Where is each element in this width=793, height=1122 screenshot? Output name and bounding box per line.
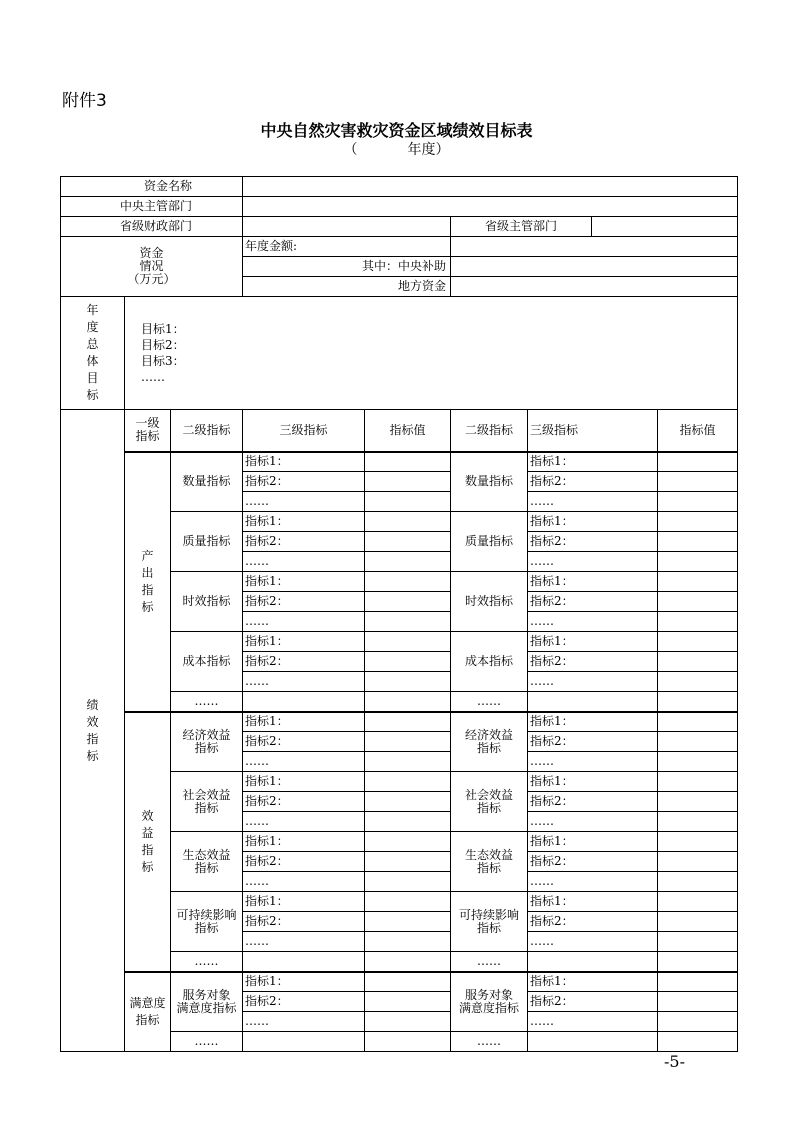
value-left-cell[interactable] <box>365 572 451 592</box>
level1-group-2 <box>125 972 171 1052</box>
ellipsis-right: …… <box>451 952 528 972</box>
level1-group-char: 指 <box>141 582 154 597</box>
value-right-cell[interactable] <box>658 992 738 1012</box>
annual-goals-char: 体 <box>86 354 99 368</box>
annual-amount-label: 年度金额: <box>243 237 451 257</box>
level3-right-cell[interactable]: 指标1： <box>528 452 658 472</box>
level3-right-cell[interactable]: 指标1： <box>528 972 658 992</box>
value-right-cell[interactable] <box>658 892 738 912</box>
empty-left-cell[interactable] <box>243 1032 365 1052</box>
level1-group-char: 产 <box>141 548 154 563</box>
level2-label-line: 社会效益 <box>465 787 514 802</box>
level3-left-cell[interactable]: 指标2： <box>243 532 365 552</box>
level3-left-cell[interactable]: 指标2： <box>243 852 365 872</box>
value-right-cell[interactable] <box>658 552 738 572</box>
value-right-cell[interactable] <box>658 792 738 812</box>
level3-left-cell[interactable]: 指标2： <box>243 792 365 812</box>
annual-amount-value[interactable] <box>451 237 738 257</box>
level1-group-char: 标 <box>141 859 154 874</box>
level2-label-line: 指标 <box>477 740 502 755</box>
level3-left-cell[interactable]: …… <box>243 872 365 892</box>
level3-right-cell[interactable]: 指标1： <box>528 892 658 912</box>
value-left-cell[interactable] <box>365 772 451 792</box>
level3-right-cell[interactable]: 指标2： <box>528 532 658 552</box>
level3-left-cell[interactable]: …… <box>243 932 365 952</box>
value-right-cell[interactable] <box>658 852 738 872</box>
level2-left-2-0 <box>171 972 243 1032</box>
level3-right-cell[interactable]: …… <box>528 812 658 832</box>
level3-left-cell[interactable]: 指标2： <box>243 592 365 612</box>
level2-label-line: 服务对象 <box>465 987 514 1002</box>
level3-left-cell[interactable]: …… <box>243 812 365 832</box>
empty-right-cell[interactable] <box>528 692 658 712</box>
level2-right-1-2 <box>451 832 528 892</box>
level2-left-1-3 <box>171 892 243 952</box>
level3-right-cell[interactable]: …… <box>528 492 658 512</box>
level2-label-line: 生态效益 <box>465 847 514 862</box>
performance-label <box>61 410 125 1052</box>
empty-value-right[interactable] <box>658 1032 738 1052</box>
level2-right-0-1 <box>451 512 528 572</box>
level3-left-cell[interactable]: 指标2： <box>243 472 365 492</box>
value-header-left: 指标值 <box>365 410 451 452</box>
value-left-cell[interactable] <box>365 712 451 732</box>
level3-left-cell[interactable]: 指标2： <box>243 652 365 672</box>
level3-left-cell[interactable]: 指标1： <box>243 772 365 792</box>
level2-label-line: 可持续影响 <box>459 907 520 922</box>
empty-value-left[interactable] <box>365 692 451 712</box>
level3-right-cell[interactable]: 指标2： <box>528 792 658 812</box>
central-dept-value[interactable] <box>243 197 738 217</box>
value-right-cell[interactable] <box>658 532 738 552</box>
value-right-cell[interactable] <box>658 512 738 532</box>
level1-group-char: 指 <box>141 842 154 857</box>
fund-situation-line: （万元） <box>127 272 176 286</box>
empty-right-cell[interactable] <box>528 1032 658 1052</box>
level2-right-2-0 <box>451 972 528 1032</box>
level3-left-cell[interactable]: …… <box>243 672 365 692</box>
subtitle-open: （ <box>343 142 358 158</box>
annual-goals-char: 标 <box>86 388 99 402</box>
ellipsis-right: …… <box>451 692 528 712</box>
value-right-cell[interactable] <box>658 732 738 752</box>
level2-left-0-0 <box>171 452 243 512</box>
level2-left-0-1 <box>171 512 243 572</box>
value-header-right: 指标值 <box>658 410 738 452</box>
level3-left-cell[interactable]: …… <box>243 492 365 512</box>
page-number: -5- <box>664 1052 685 1071</box>
level3-left-cell[interactable]: 指标1： <box>243 892 365 912</box>
value-right-cell[interactable] <box>658 632 738 652</box>
level2-label-line: 可持续影响 <box>176 907 237 922</box>
value-left-cell[interactable] <box>365 732 451 752</box>
level2-label-line: 生态效益 <box>182 847 231 862</box>
value-left-cell[interactable] <box>365 832 451 852</box>
attachment-label: 附件3 <box>62 91 107 111</box>
level1-group-char: 满意度 <box>129 995 166 1010</box>
level2-label-line: 指标 <box>477 800 502 815</box>
level3-left-cell[interactable]: 指标1： <box>243 972 365 992</box>
fund-name-value[interactable] <box>243 177 738 197</box>
level3-left-cell[interactable]: 指标1： <box>243 832 365 852</box>
level2-left-1-0 <box>171 712 243 772</box>
level3-right-cell[interactable]: 指标1： <box>528 772 658 792</box>
level1-group-0 <box>125 452 171 712</box>
ellipsis-left: …… <box>171 952 243 972</box>
value-right-cell[interactable] <box>658 772 738 792</box>
value-right-cell[interactable] <box>658 912 738 932</box>
empty-left-cell[interactable] <box>243 692 365 712</box>
value-left-cell[interactable] <box>365 852 451 872</box>
level2-right-0-2 <box>451 572 528 632</box>
level3-right-cell[interactable]: 指标2： <box>528 912 658 932</box>
performance-target-table <box>60 176 738 1052</box>
fund-situation-line: 资金 <box>139 246 164 260</box>
level3-left-cell[interactable]: 指标1： <box>243 512 365 532</box>
level2-label-line: 社会效益 <box>182 787 231 802</box>
value-left-cell[interactable] <box>365 892 451 912</box>
value-left-cell[interactable] <box>365 812 451 832</box>
goal-item: …… <box>141 370 165 384</box>
provincial-dept-label: 省级主管部门 <box>451 217 592 237</box>
goal-item: 目标3： <box>141 354 185 368</box>
annual-goals-char: 年 <box>86 303 99 317</box>
level3-right-cell[interactable]: 指标2： <box>528 472 658 492</box>
value-right-cell[interactable] <box>658 832 738 852</box>
provincial-finance-value[interactable] <box>243 217 451 237</box>
level2-label-line: 经济效益 <box>182 727 231 742</box>
value-right-cell[interactable] <box>658 1012 738 1032</box>
ellipsis-left: …… <box>171 692 243 712</box>
performance-char: 指 <box>86 731 99 746</box>
level3-left-cell[interactable]: 指标1： <box>243 452 365 472</box>
level2-header-left: 二级指标 <box>171 410 243 452</box>
level3-right-cell[interactable]: …… <box>528 552 658 572</box>
provincial-dept-value[interactable] <box>592 217 738 237</box>
local-funds-label: 地方资金 <box>243 277 451 297</box>
level2-label-line: 满意度指标 <box>176 1000 237 1015</box>
value-right-cell[interactable] <box>658 612 738 632</box>
value-left-cell[interactable] <box>365 912 451 932</box>
level3-right-cell[interactable]: 指标2： <box>528 852 658 872</box>
value-left-cell[interactable] <box>365 552 451 572</box>
value-left-cell[interactable] <box>365 992 451 1012</box>
level1-group-char: 出 <box>141 565 154 580</box>
level3-left-cell[interactable]: …… <box>243 1012 365 1032</box>
level1-group-char: 指标 <box>135 1012 160 1027</box>
level2-label-line: 数量指标 <box>182 474 231 489</box>
annual-goals-content[interactable] <box>125 297 738 410</box>
level2-label-line: 时效指标 <box>465 594 514 608</box>
level3-left-cell[interactable]: 指标1： <box>243 712 365 732</box>
level1-group-char: 效 <box>141 808 154 823</box>
local-funds-value[interactable] <box>451 277 738 297</box>
annual-goals-char: 总 <box>86 337 99 351</box>
level3-left-cell[interactable]: 指标2： <box>243 992 365 1012</box>
level3-left-cell[interactable]: …… <box>243 612 365 632</box>
performance-char: 标 <box>86 748 99 763</box>
annual-goals-char: 目 <box>86 371 99 385</box>
performance-char: 绩 <box>86 697 99 712</box>
ellipsis-right: …… <box>451 1032 528 1052</box>
level3-right-cell[interactable]: …… <box>528 1012 658 1032</box>
level1-group-char: 标 <box>141 599 154 614</box>
level3-right-cell[interactable]: 指标1： <box>528 572 658 592</box>
performance-char: 效 <box>86 714 99 729</box>
value-left-cell[interactable] <box>365 1012 451 1032</box>
value-left-cell[interactable] <box>365 932 451 952</box>
level2-left-1-2 <box>171 832 243 892</box>
value-right-cell[interactable] <box>658 932 738 952</box>
level2-right-1-0 <box>451 712 528 772</box>
year-subtitle <box>0 139 793 159</box>
level3-right-cell[interactable]: 指标1： <box>528 712 658 732</box>
page-title: 中央自然灾害救灾资金区域绩效目标表 <box>260 121 533 140</box>
level3-header-right: 三级指标 <box>528 410 658 452</box>
level3-right-cell[interactable]: 指标1： <box>528 632 658 652</box>
level2-left-1-1 <box>171 772 243 832</box>
value-left-cell[interactable] <box>365 972 451 992</box>
value-right-cell[interactable] <box>658 592 738 612</box>
level2-label-line: 指标 <box>477 860 502 875</box>
level3-right-cell[interactable]: 指标2： <box>528 992 658 1012</box>
subtitle-year: 年度） <box>407 142 450 158</box>
level2-right-0-3 <box>451 632 528 692</box>
central-subsidy-value[interactable] <box>451 257 738 277</box>
empty-right-cell[interactable] <box>528 952 658 972</box>
level2-label-line: 经济效益 <box>465 727 514 742</box>
level2-header-right: 二级指标 <box>451 410 528 452</box>
level3-right-cell[interactable]: 指标2： <box>528 652 658 672</box>
level3-right-cell[interactable]: …… <box>528 932 658 952</box>
value-right-cell[interactable] <box>658 472 738 492</box>
level2-left-0-2 <box>171 572 243 632</box>
level2-right-1-3 <box>451 892 528 952</box>
empty-value-right[interactable] <box>658 692 738 712</box>
value-right-cell[interactable] <box>658 872 738 892</box>
level3-right-cell[interactable]: 指标1： <box>528 832 658 852</box>
empty-value-left[interactable] <box>365 1032 451 1052</box>
level3-left-cell[interactable]: …… <box>243 552 365 572</box>
value-left-cell[interactable] <box>365 672 451 692</box>
level3-left-cell[interactable]: 指标1： <box>243 632 365 652</box>
value-right-cell[interactable] <box>658 452 738 472</box>
level2-label-line: 质量指标 <box>182 534 231 548</box>
level3-right-cell[interactable]: 指标2： <box>528 732 658 752</box>
level3-left-cell[interactable]: 指标1： <box>243 572 365 592</box>
level3-left-cell[interactable]: …… <box>243 752 365 772</box>
value-left-cell[interactable] <box>365 592 451 612</box>
level2-label-line: 成本指标 <box>465 654 514 668</box>
annual-goals-char: 度 <box>86 320 99 334</box>
value-left-cell[interactable] <box>365 632 451 652</box>
level2-right-0-0 <box>451 452 528 512</box>
level1-header <box>125 410 171 452</box>
level2-label-line: 指标 <box>477 920 502 935</box>
value-left-cell[interactable] <box>365 472 451 492</box>
level2-label-line: 满意度指标 <box>459 1000 520 1015</box>
level2-label-line: 成本指标 <box>182 654 231 668</box>
value-right-cell[interactable] <box>658 712 738 732</box>
ellipsis-left: …… <box>171 1032 243 1052</box>
value-left-cell[interactable] <box>365 612 451 632</box>
level3-left-cell[interactable]: 指标2： <box>243 912 365 932</box>
central-dept-label: 中央主管部门 <box>61 197 243 217</box>
level2-label-line: 数量指标 <box>465 474 514 489</box>
level2-label-line: 指标 <box>194 860 219 875</box>
value-right-cell[interactable] <box>658 672 738 692</box>
level2-label-line: 指标 <box>194 920 219 935</box>
central-subsidy-label: 其中：中央补助 <box>243 257 451 277</box>
value-left-cell[interactable] <box>365 512 451 532</box>
level2-left-0-3 <box>171 632 243 692</box>
value-left-cell[interactable] <box>365 752 451 772</box>
value-left-cell[interactable] <box>365 652 451 672</box>
value-left-cell[interactable] <box>365 452 451 472</box>
level2-label-line: 指标 <box>194 740 219 755</box>
level2-label-line: 质量指标 <box>465 534 514 548</box>
value-right-cell[interactable] <box>658 492 738 512</box>
level3-right-cell[interactable]: 指标2： <box>528 592 658 612</box>
goal-item: 目标2： <box>141 338 185 352</box>
annual-goals-label <box>61 297 125 410</box>
value-left-cell[interactable] <box>365 792 451 812</box>
level2-label-line: 时效指标 <box>182 594 231 608</box>
goal-item: 目标1： <box>141 322 185 336</box>
level3-right-cell[interactable]: …… <box>528 872 658 892</box>
level3-right-cell[interactable]: …… <box>528 752 658 772</box>
level3-right-cell[interactable]: 指标1： <box>528 512 658 532</box>
level2-label-line: 服务对象 <box>182 987 231 1002</box>
value-left-cell[interactable] <box>365 492 451 512</box>
level2-right-1-1 <box>451 772 528 832</box>
level2-label-line: 指标 <box>194 800 219 815</box>
level3-right-cell[interactable]: …… <box>528 672 658 692</box>
value-left-cell[interactable] <box>365 532 451 552</box>
provincial-finance-label: 省级财政部门 <box>61 217 243 237</box>
level1-group-1 <box>125 712 171 972</box>
level3-right-cell[interactable]: …… <box>528 612 658 632</box>
level1-header-line: 指标 <box>135 429 160 444</box>
fund-situation-line: 情况 <box>139 259 164 273</box>
value-right-cell[interactable] <box>658 972 738 992</box>
level1-header-line: 一级 <box>135 416 160 431</box>
empty-value-left[interactable] <box>365 952 451 972</box>
empty-value-right[interactable] <box>658 952 738 972</box>
level3-header-left: 三级指标 <box>243 410 365 452</box>
fund-name-label: 资金名称 <box>61 177 243 197</box>
value-left-cell[interactable] <box>365 872 451 892</box>
fund-situation-label <box>61 237 243 297</box>
value-right-cell[interactable] <box>658 652 738 672</box>
value-right-cell[interactable] <box>658 812 738 832</box>
value-right-cell[interactable] <box>658 572 738 592</box>
empty-left-cell[interactable] <box>243 952 365 972</box>
level3-left-cell[interactable]: 指标2： <box>243 732 365 752</box>
level1-group-char: 益 <box>141 825 154 840</box>
value-right-cell[interactable] <box>658 752 738 772</box>
